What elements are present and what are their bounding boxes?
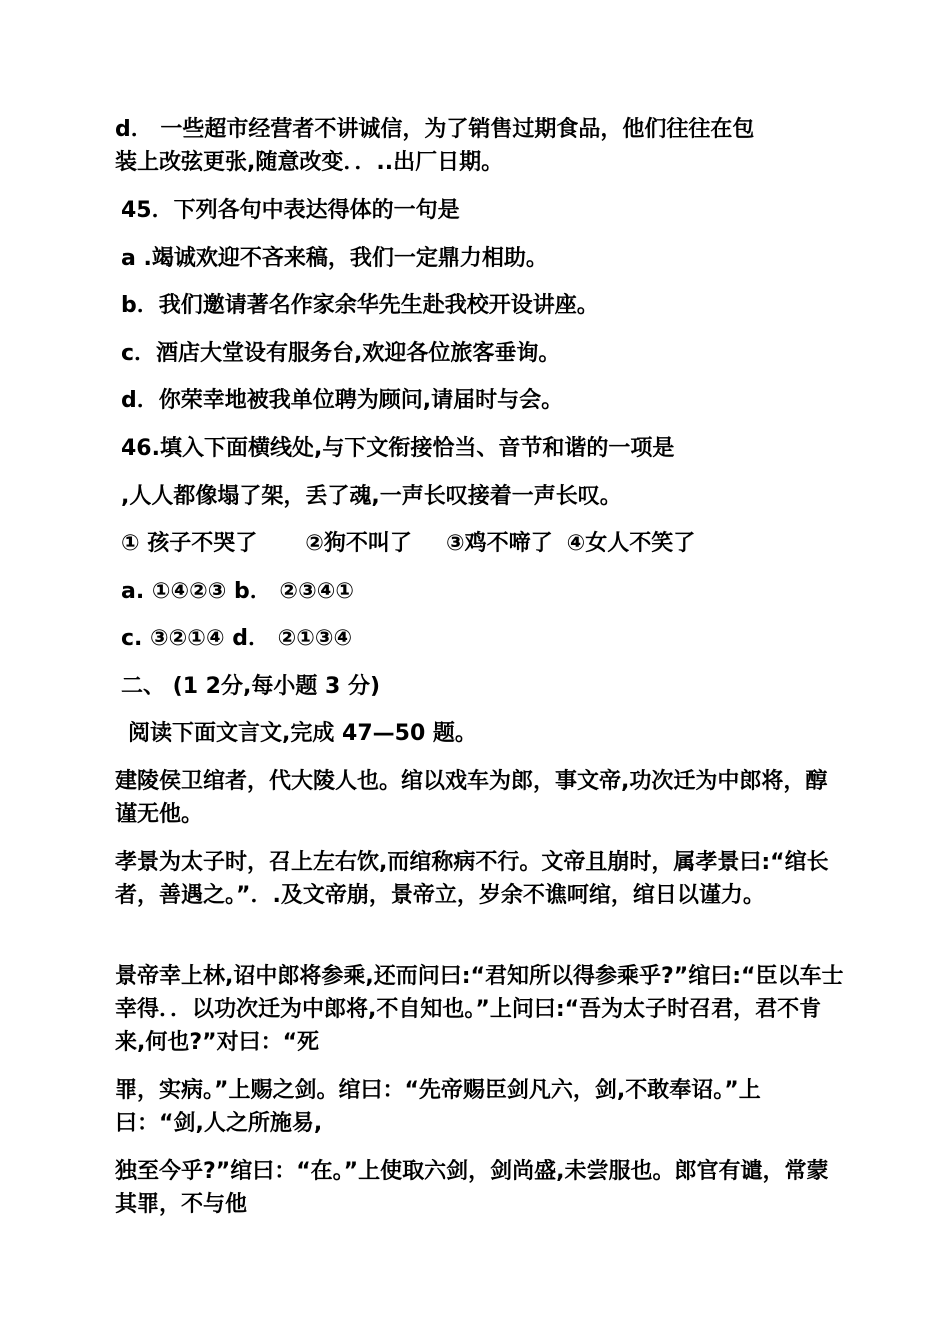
item-2: ②狗不叫了 (305, 531, 412, 556)
question-46: 46.填入下面横线处,与下文衔接恰当、音节和谐的一项是 (121, 436, 675, 461)
passage-paragraph-2: 孝景为太子时，召上左右饮,而绾称病不行。文帝且崩时，属孝景曰:“绾长者，善遇之。”．.及文帝崩，景帝立，岁余不谯呵绾，绾日以谨力。 (115, 850, 829, 908)
question-45: 45．下列各句中表达得体的一句是 (121, 198, 460, 223)
option-d-line-2: 装上改弦更张,随意改变．．..出厂日期。 (115, 150, 504, 175)
item-3: ③鸡不啼了 (445, 531, 553, 556)
item-1: ① 孩子不哭了 (121, 531, 258, 556)
question-46-items (121, 527, 851, 560)
question-45-option-a: a .竭诚欢迎不吝来稿，我们一定鼎力相助。 (121, 246, 548, 271)
question-46-answers-ab: a. ①④②③ b． ②③④① (121, 579, 354, 604)
item-4: ④女人不笑了 (566, 531, 696, 556)
question-45-option-c: c．酒店大堂设有服务台,欢迎各位旅客垂询。 (121, 341, 561, 366)
question-46-sentence: ,人人都像塌了架，丢了魂,一声长叹接着一声长叹。 (121, 484, 622, 509)
question-45-option-d: d．你荣幸地被我单位聘为顾问,请届时与会。 (121, 388, 564, 413)
passage-paragraph-1: 建陵侯卫绾者，代大陵人也。绾以戏车为郎，事文帝,功次迁为中郎将，醇谨无他。 (115, 769, 828, 827)
section-two-heading: 二、 (1 2分,每小题 3 分) (121, 674, 381, 699)
passage-paragraph-5: 独至今乎?”绾曰：“在。”上使取六剑，剑尚盛,未尝服也。郎官有谴，常蒙其罪，不与他 (115, 1159, 829, 1217)
question-45-option-b: b．我们邀请著名作家余华先生赴我校开设讲座。 (121, 293, 599, 318)
reading-instruction: 阅读下面文言文,完成 47—50 题。 (128, 721, 477, 746)
question-46-answers-cd: c. ③②①④ d． ②①③④ (121, 626, 353, 651)
option-d-line-1: d． 一些超市经营者不讲诚信，为了销售过期食品，他们往往在包 (115, 117, 755, 142)
passage-paragraph-3: 景帝幸上林,诏中郎将参乘,还而问曰:“君知所以得参乘乎?”绾曰:“臣以车士幸得．．以功次迁为中郎将,不自知也。”上问曰:“吾为太子时召君，君不肯来,何也?”对曰：“死 (115, 964, 844, 1055)
passage-paragraph-4: 罪，实病。”上赐之剑。绾曰：“先帝赐臣剑凡六，剑,不敢奉诏。”上曰：“剑,人之所施易, (115, 1078, 761, 1136)
